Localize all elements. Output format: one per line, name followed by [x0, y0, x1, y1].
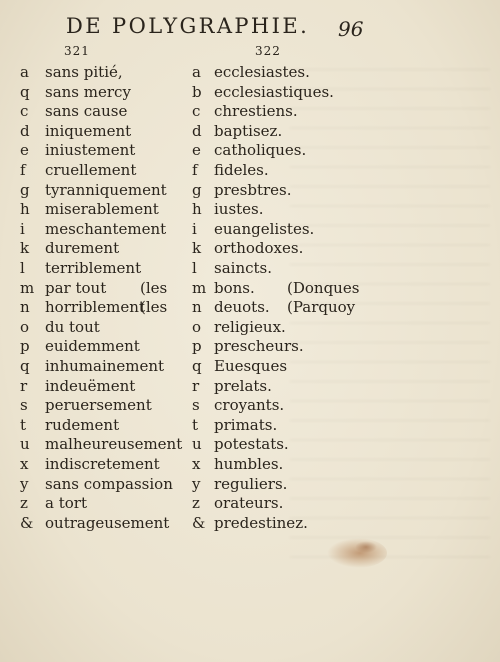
page-header: [0, 14, 500, 42]
left-letter: k: [20, 239, 30, 258]
left-letter: a: [20, 63, 29, 81]
left-word: inhumainement: [45, 357, 165, 375]
right-word: Euesques: [214, 357, 288, 375]
table-row: [0, 494, 500, 514]
right-word: ecclesiastiques.: [214, 82, 334, 101]
right-letter: i: [192, 219, 197, 238]
table-row: [0, 455, 500, 475]
right-letter: g: [192, 180, 202, 199]
table-row: [0, 181, 500, 201]
left-word: malheureusement: [45, 435, 183, 454]
right-letter: y: [192, 474, 201, 493]
right-letter: o: [192, 317, 202, 336]
left-word: terriblement: [45, 259, 142, 277]
left-letter: n: [20, 298, 30, 317]
right-word: euangelistes.: [214, 219, 315, 238]
table-row: [0, 475, 500, 495]
table-row: [0, 200, 500, 220]
right-word: catholiques.: [214, 141, 307, 160]
right-letter: k: [192, 239, 202, 258]
left-word: a tort: [45, 494, 87, 513]
right-letter: h: [192, 200, 202, 219]
right-word: saincts.: [214, 259, 272, 277]
right-word: religieux.: [214, 317, 286, 336]
right-letter: &: [192, 513, 206, 532]
left-letter: u: [20, 435, 30, 454]
right-letter: f: [192, 161, 198, 179]
left-word: meschantement: [45, 219, 167, 238]
left-word: par tout: [45, 278, 107, 297]
table-row: [0, 435, 500, 455]
left-word: sans mercy: [45, 82, 131, 101]
right-letter: u: [192, 435, 202, 454]
column-number-left: 321: [64, 44, 90, 58]
table-row: [0, 122, 500, 142]
left-letter: i: [20, 219, 25, 238]
left-word: iniquement: [45, 121, 132, 140]
right-word: presbtres.: [214, 180, 292, 199]
left-word: sans cause: [45, 102, 128, 121]
left-word: miserablement: [45, 200, 159, 219]
left-word: indiscretement: [45, 455, 160, 473]
table-row: [0, 298, 500, 318]
right-letter: a: [192, 63, 201, 81]
right-note: (Donques: [287, 278, 360, 297]
left-word: cruellement: [45, 161, 137, 179]
left-letter: q: [20, 82, 30, 101]
right-letter: p: [192, 337, 202, 356]
table-row: [0, 377, 500, 397]
right-word: prelats.: [214, 376, 272, 395]
left-letter: x: [20, 455, 29, 473]
right-word: bons.: [214, 278, 255, 297]
left-word: indeuëment: [45, 376, 136, 395]
left-letter: y: [20, 474, 29, 493]
left-word: peruersement: [45, 396, 152, 415]
table-row: [0, 239, 500, 259]
page-number: 96: [338, 17, 364, 41]
table-row: [0, 259, 500, 279]
left-letter: e: [20, 141, 29, 160]
right-word: orateurs.: [214, 494, 284, 513]
table-row: [0, 337, 500, 357]
right-letter: m: [192, 278, 207, 297]
right-word: humbles.: [214, 455, 284, 473]
table-row: [0, 357, 500, 377]
left-letter: f: [20, 161, 26, 179]
left-letter: s: [20, 396, 28, 415]
right-word: potestats.: [214, 435, 289, 454]
left-word: rudement: [45, 415, 120, 434]
left-word: durement: [45, 239, 120, 258]
left-letter: z: [20, 494, 28, 513]
left-word: iniustement: [45, 141, 136, 160]
left-letter: q: [20, 357, 30, 375]
right-word: iustes.: [214, 200, 264, 219]
table-row: [0, 141, 500, 161]
right-letter: l: [192, 259, 197, 277]
right-word: predestinez.: [214, 513, 308, 532]
right-letter: r: [192, 376, 200, 395]
table-row: [0, 83, 500, 103]
left-letter: p: [20, 337, 30, 356]
left-word: horriblement: [45, 298, 145, 317]
right-letter: z: [192, 494, 200, 513]
left-word: sans pitié,: [45, 63, 123, 81]
right-letter: c: [192, 102, 201, 121]
left-letter: g: [20, 180, 30, 199]
table-row: [0, 63, 500, 83]
table-row: [0, 220, 500, 240]
right-letter: x: [192, 455, 201, 473]
left-word: sans compassion: [45, 474, 173, 493]
table-row: [0, 416, 500, 436]
left-letter: h: [20, 200, 30, 219]
table-row: [0, 161, 500, 181]
left-letter: r: [20, 376, 28, 395]
left-note: (les: [140, 298, 168, 317]
right-word: ecclesiastes.: [214, 63, 310, 81]
table-row: [0, 318, 500, 338]
left-letter: o: [20, 317, 30, 336]
right-word: croyants.: [214, 396, 285, 415]
column-number-right: 322: [255, 44, 281, 58]
left-word: du tout: [45, 317, 100, 336]
foxing-stain-core: [355, 541, 377, 553]
table-row: [0, 396, 500, 416]
left-letter: l: [20, 259, 25, 277]
right-word: orthodoxes.: [214, 239, 304, 258]
right-letter: b: [192, 82, 202, 101]
table-row: [0, 102, 500, 122]
left-word: euidemment: [45, 337, 140, 356]
left-word: tyranniquement: [45, 180, 167, 199]
right-word: primats.: [214, 415, 278, 434]
left-word: outrageusement: [45, 513, 170, 532]
right-word: prescheurs.: [214, 337, 304, 356]
table-row: [0, 514, 500, 534]
right-word: deuots.: [214, 298, 270, 317]
right-letter: t: [192, 415, 199, 434]
table-row: [0, 279, 500, 299]
right-letter: d: [192, 121, 202, 140]
right-note: (Parquoy: [287, 298, 356, 317]
right-letter: s: [192, 396, 200, 415]
running-title: DE POLYGRAPHIE.: [66, 14, 310, 38]
left-letter: c: [20, 102, 29, 121]
right-letter: q: [192, 357, 202, 375]
right-letter: e: [192, 141, 201, 160]
left-letter: m: [20, 278, 35, 297]
right-word: reguliers.: [214, 474, 288, 493]
right-word: baptisez.: [214, 121, 283, 140]
right-word: chrestiens.: [214, 102, 298, 121]
left-note: (les: [140, 278, 168, 297]
right-word: fideles.: [214, 161, 269, 179]
right-letter: n: [192, 298, 202, 317]
left-letter: t: [20, 415, 27, 434]
left-letter: d: [20, 121, 30, 140]
left-letter: &: [20, 513, 34, 532]
